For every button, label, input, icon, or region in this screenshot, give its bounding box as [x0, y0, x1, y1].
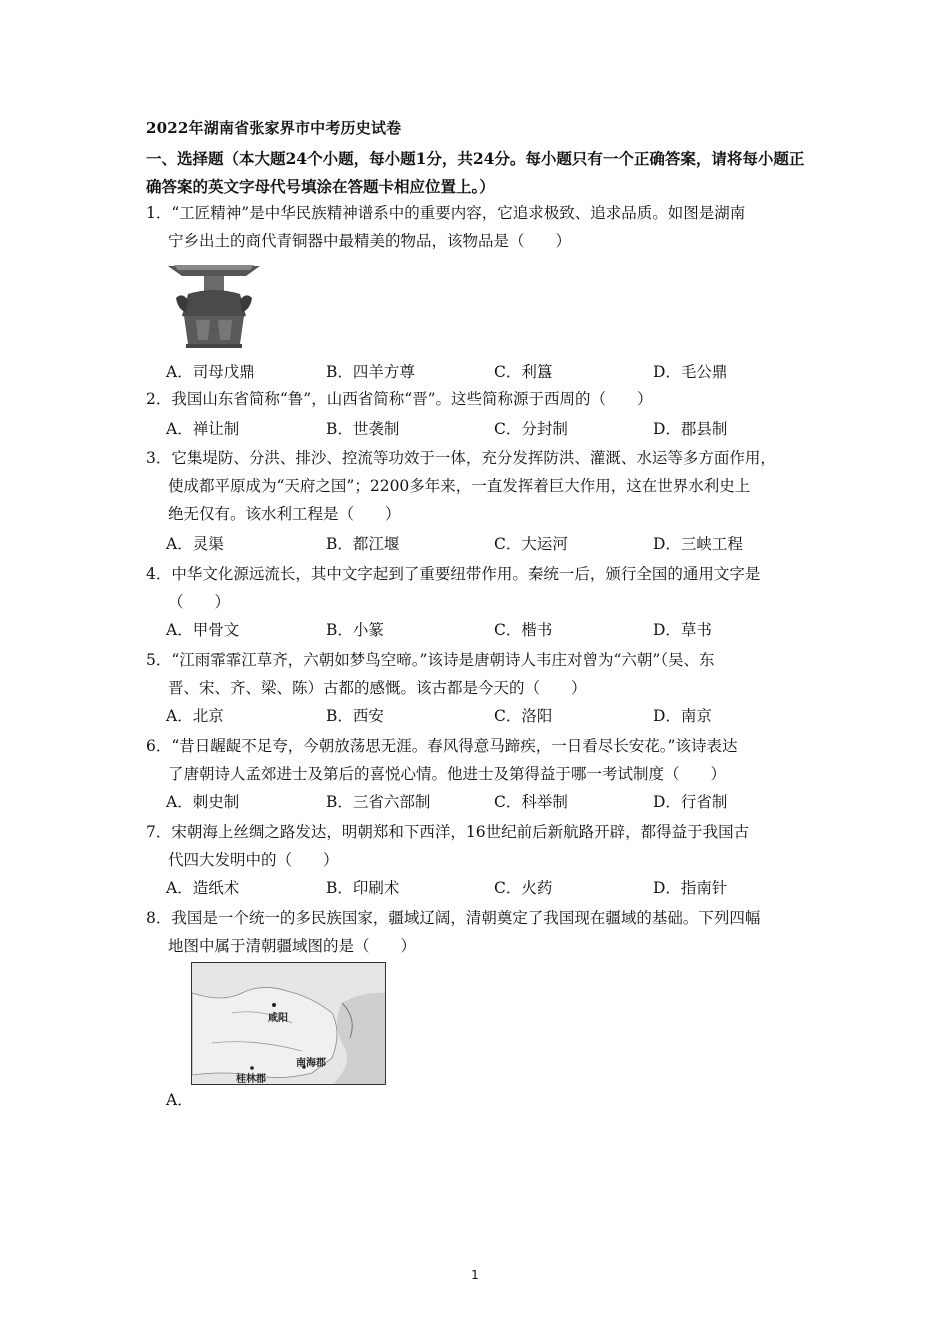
question-1-option-d[interactable]: D．毛公鼎 — [653, 363, 728, 381]
question-5-option-a[interactable]: A．北京 — [166, 707, 224, 725]
question-3-option-b[interactable]: B．都江堰 — [326, 535, 400, 553]
question-3-option-c[interactable]: C．大运河 — [494, 535, 568, 553]
question-1-option-b[interactable]: B．四羊方尊 — [326, 363, 415, 381]
page-number: 1 — [471, 1268, 479, 1282]
question-3-line3: 绝无仅有。该水利工程是（ ） — [168, 505, 401, 523]
question-2-option-a[interactable]: A．禅让制 — [166, 420, 240, 438]
question-6-line2: 了唐朝诗人孟郊进士及第后的喜悦心情。他进士及第得益于哪一考试制度（ ） — [168, 765, 727, 783]
map-figure-a[interactable] — [191, 962, 386, 1085]
question-7-option-a[interactable]: A．造纸术 — [166, 879, 240, 897]
question-4-option-a[interactable]: A．甲骨文 — [166, 621, 240, 639]
question-5-line2: 晋、宋、齐、梁、陈）古都的感慨。该古都是今天的（ ） — [168, 679, 587, 697]
question-8-line2: 地图中属于清朝疆域图的是（ ） — [168, 937, 417, 955]
question-1-option-a[interactable]: A．司母戊鼎 — [166, 363, 255, 381]
question-4 — [146, 560, 826, 616]
question-5-options — [166, 704, 806, 728]
question-8 — [146, 904, 826, 960]
question-4-line2: （ ） — [168, 593, 231, 611]
question-7-option-b[interactable]: B．印刷术 — [326, 879, 400, 897]
question-3-line1: 3．它集堤防、分洪、排沙、控流等功效于一体，充分发挥防洪、灌溉、水运等多方面作用， — [146, 449, 776, 467]
question-2 — [146, 385, 826, 413]
question-4-option-b[interactable]: B．小篆 — [326, 621, 384, 639]
question-2-option-c[interactable]: C．分封制 — [494, 420, 568, 438]
question-8-line1: 8．我国是一个统一的多民族国家，疆域辽阔，清朝奠定了我国现在疆域的基础。下列四幅 — [146, 909, 761, 927]
question-3-option-a[interactable]: A．灵渠 — [166, 535, 224, 553]
section-heading: 一、选择题（本大题24个小题，每小题1分，共24分。每小题只有一个正确答案，请将每小题正确答案的英文字母代号填涂在答题卡相应位置上。） — [146, 149, 805, 196]
question-1-option-c[interactable]: C．利簋 — [494, 363, 553, 381]
question-7-line1: 7．宋朝海上丝绸之路发达，明朝郑和下西洋，16世纪前后新航路开辟，都得益于我国古 — [146, 823, 750, 841]
question-5-option-c[interactable]: C．洛阳 — [494, 707, 553, 725]
question-6-options — [166, 790, 806, 814]
question-7-option-c[interactable]: C．火药 — [494, 879, 553, 897]
question-1 — [146, 199, 826, 255]
question-2-option-b[interactable]: B．世袭制 — [326, 420, 400, 438]
question-1-options — [166, 360, 806, 384]
question-6-option-c[interactable]: C．科举制 — [494, 793, 568, 811]
question-6-line1: 6．“昔日龌龊不足夸，今朝放荡思无涯。春风得意马蹄疾，一日看尽长安花。”该诗表达 — [146, 737, 738, 755]
question-3 — [146, 444, 826, 528]
question-3-options — [166, 532, 806, 556]
question-4-option-d[interactable]: D．草书 — [653, 621, 712, 639]
question-8-option-a[interactable]: A． — [166, 1091, 193, 1109]
question-6-option-b[interactable]: B．三省六部制 — [326, 793, 431, 811]
question-5-option-b[interactable]: B．西安 — [326, 707, 384, 725]
question-6-option-a[interactable]: A．刺史制 — [166, 793, 240, 811]
question-4-option-c[interactable]: C．楷书 — [494, 621, 553, 639]
question-3-line2: 使成都平原成为“天府之国”；2200多年来，一直发挥着巨大作用，这在世界水利史上 — [168, 477, 751, 495]
exam-title: 2022年湖南省张家界市中考历史试卷 — [146, 119, 402, 137]
question-3-option-d[interactable]: D．三峡工程 — [653, 535, 743, 553]
question-7-line2: 代四大发明中的（ ） — [168, 851, 339, 869]
question-1-line1: 1．“工匠精神”是中华民族精神谱系中的重要内容，它追求极致、追求品质。如图是湖南 — [146, 204, 746, 222]
map-label-nanhai: 南海郡 — [296, 1058, 326, 1069]
bronze-vessel-figure — [166, 260, 262, 350]
question-7-option-d[interactable]: D．指南针 — [653, 879, 728, 897]
question-5-line1: 5．“江雨霏霏江草齐，六朝如梦鸟空啼。”该诗是唐朝诗人韦庄对曾为“六朝”（吴、东 — [146, 651, 715, 669]
question-2-options — [166, 417, 806, 441]
question-2-option-d[interactable]: D．郡县制 — [653, 420, 728, 438]
question-7 — [146, 818, 826, 874]
question-2-line1: 2．我国山东省简称“鲁”，山西省简称“晋”。这些简称源于西周的（ ） — [146, 390, 653, 408]
question-5-option-d[interactable]: D．南京 — [653, 707, 712, 725]
map-label-xianyang: 咸阳 — [268, 1013, 288, 1024]
question-4-line1: 4．中华文化源远流长，其中文字起到了重要纽带作用。秦统一后，颁行全国的通用文字是 — [146, 565, 761, 583]
map-label-guilin: 桂林郡 — [236, 1074, 266, 1085]
question-6 — [146, 732, 826, 788]
question-6-option-d[interactable]: D．行省制 — [653, 793, 728, 811]
question-5 — [146, 646, 826, 702]
map-drawing — [192, 963, 386, 1085]
question-7-options — [166, 876, 806, 900]
question-4-options — [166, 618, 806, 642]
question-1-line2: 宁乡出土的商代青铜器中最精美的物品，该物品是（ ） — [168, 232, 572, 250]
